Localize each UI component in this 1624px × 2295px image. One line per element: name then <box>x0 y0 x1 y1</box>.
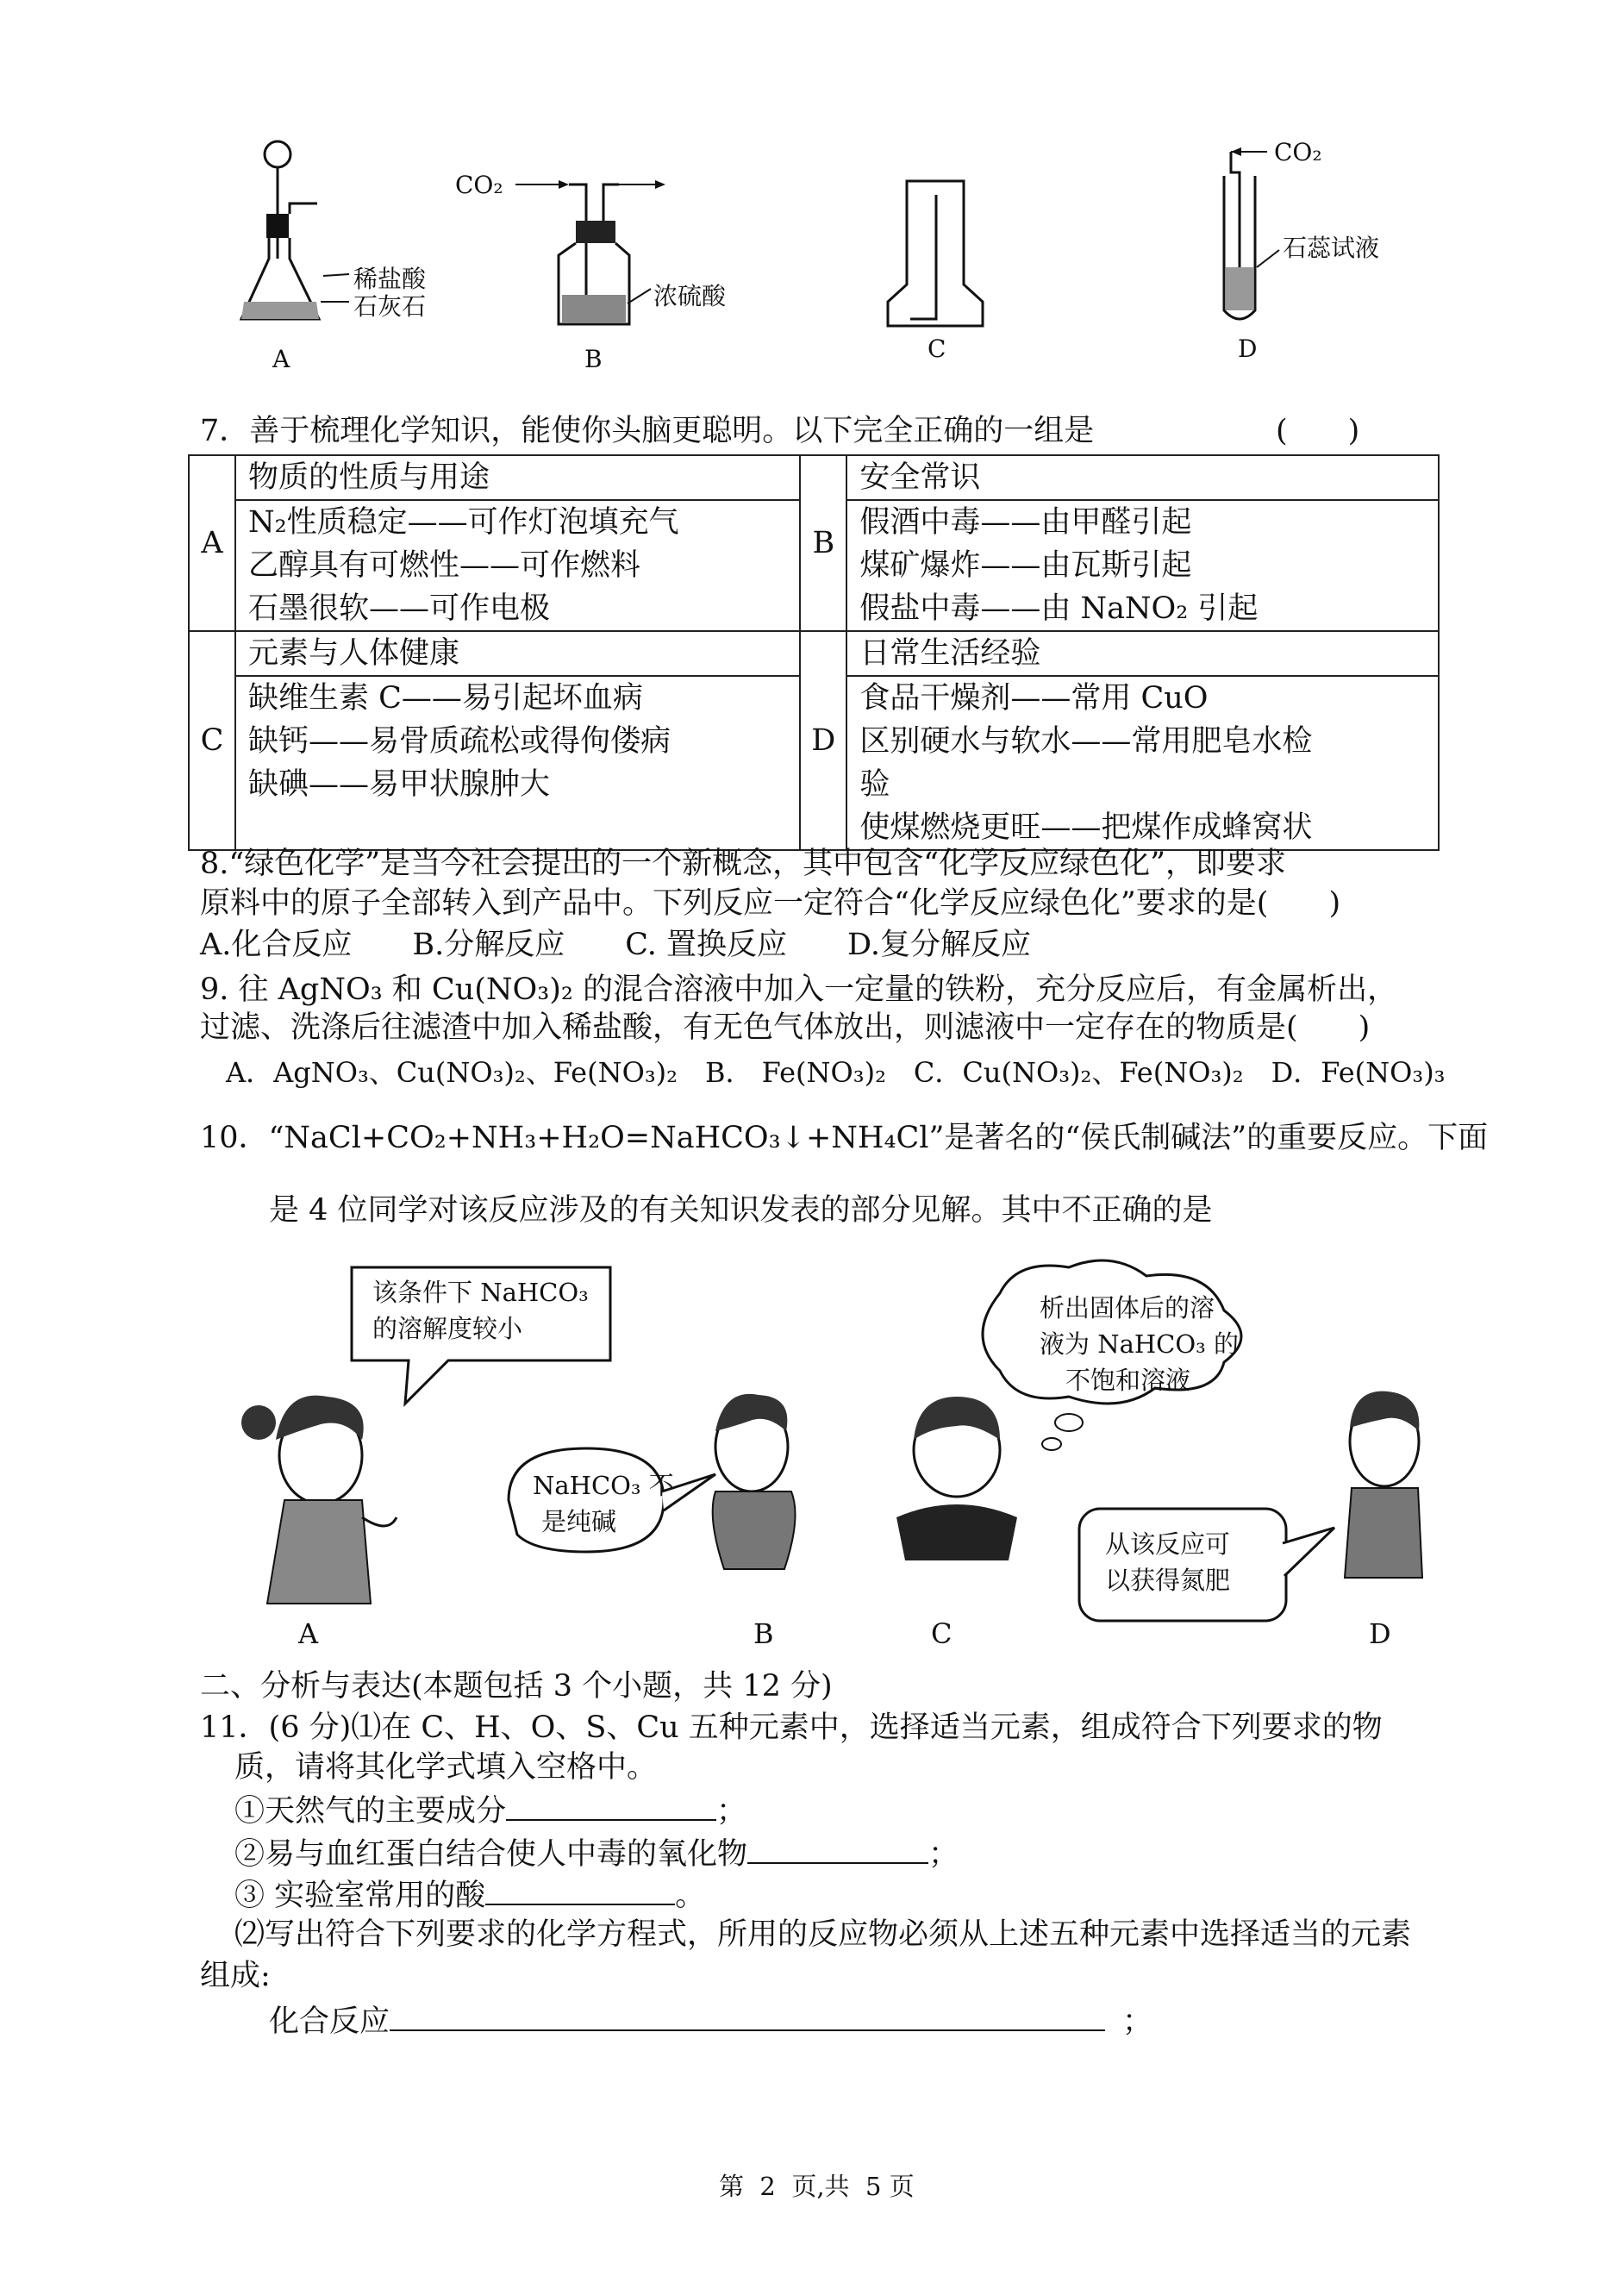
q11-item-2-semicolon: ； <box>928 1837 959 1872</box>
speech-d-line-2: 以获得氮肥 <box>1105 1566 1231 1595</box>
speech-b-line-2: 是纯碱 <box>541 1507 617 1536</box>
speech-c-line-3: 不饱和溶液 <box>1065 1366 1191 1395</box>
q9-options: A．AgNO₃、Cu(NO₃)₂、Fe(NO₃)₂ B． Fe(NO₃)₂ C．Cu(NO₃)₂、Fe(NO₃)₂ D．Fe(NO₃)₃ <box>226 1056 1446 1089</box>
q8-line-2: 原料中的原子全部转入到产品中。下列反应一定符合“化学反应绿色化”要求的是( ) <box>200 886 1341 921</box>
apparatus-label-a: A <box>272 345 290 373</box>
apparatus-b-gas-label: CO₂ <box>455 171 503 199</box>
q7-a-title: 物质的性质与用途 <box>235 455 800 500</box>
q7-key-c: C <box>189 631 235 850</box>
q7-options-table <box>188 454 1440 851</box>
q11-item-1-text: ①天然气的主要成分 <box>234 1794 507 1829</box>
speech-c-line-2: 液为 NaHCO₃ 的 <box>1040 1329 1239 1359</box>
page-footer: 第 2 页,共 5 页 <box>719 2172 915 2201</box>
student-label-c: C <box>931 1617 953 1650</box>
q11-item-3-text: ③ 实验室常用的酸 <box>234 1879 486 1913</box>
apparatus-a-figure <box>0 0 1624 362</box>
q7-c-line-1: 缺维生素 C——易引起坏血病 <box>248 681 643 716</box>
q7-key-b: B <box>800 455 846 631</box>
apparatus-label-b: B <box>584 345 603 373</box>
q7-a-line-1: N₂性质稳定——可作灯泡填充气 <box>248 505 679 540</box>
q7-b-line-2: 煤矿爆炸——由瓦斯引起 <box>859 548 1192 583</box>
apparatus-label-c: C <box>928 335 946 363</box>
q8-line-1: 8.“绿色化学”是当今社会提出的一个新概念，其中包含“化学反应绿色化”，即要求 <box>200 847 1286 881</box>
q7-d-line-4: 使煤燃烧更旺——把煤作成蜂窝状 <box>859 810 1313 845</box>
student-label-a: A <box>298 1617 319 1650</box>
q11-part2-line-2: 组成: <box>200 1959 271 1993</box>
q11-combine-blank[interactable] <box>390 1998 1105 2031</box>
q11-answer-blank-2[interactable] <box>747 1831 928 1864</box>
q7-d-content <box>846 676 1439 850</box>
q7-b-line-1: 假酒中毒——由甲醛引起 <box>859 505 1192 540</box>
q11-item-3-period: 。 <box>675 1879 706 1913</box>
q7-a-content <box>235 500 800 631</box>
apparatus-label-d: D <box>1238 335 1258 363</box>
q11-part2-line-1: ⑵写出符合下列要求的化学方程式，所用的反应物必须从上述五种元素中选择适当的元素 <box>234 1917 1412 1952</box>
q11-item-1-semicolon: ； <box>716 1794 747 1829</box>
q7-c-line-3: 缺碘——易甲状腺肿大 <box>248 767 551 802</box>
student-label-b: B <box>753 1617 774 1650</box>
q11-item-2 <box>234 1831 959 1875</box>
q7-d-line-1: 食品干燥剂——常用 CuO <box>859 681 1209 716</box>
q11-item-2-text: ②易与血红蛋白结合使人中毒的氧化物 <box>234 1837 748 1872</box>
speech-a-line-2: 的溶解度较小 <box>372 1314 523 1343</box>
q7-b-content <box>846 500 1439 631</box>
speech-c-line-1: 析出固体后的溶 <box>1040 1293 1215 1323</box>
apparatus-a-solid-label: 石灰石 <box>353 292 427 321</box>
q7-d-title: 日常生活经验 <box>846 631 1439 676</box>
speech-a-line-1: 该条件下 NaHCO₃ <box>372 1278 589 1307</box>
q11-combine-semicolon: ； <box>1122 2004 1153 2039</box>
apparatus-d-liquid-label: 石蕊试液 <box>1283 234 1380 262</box>
q11-answer-blank-3[interactable] <box>485 1873 675 1905</box>
q7-d-line-3: 验 <box>859 767 890 802</box>
q11-item-1 <box>234 1788 746 1832</box>
q10-line-2: 是 4 位同学对该反应涉及的有关知识发表的部分见解。其中不正确的是 <box>269 1193 1213 1228</box>
q9-line-2: 过滤、洗涤后往滤渣中加入稀盐酸，有无色气体放出，则滤液中一定存在的物质是( ) <box>200 1010 1371 1045</box>
q7-c-line-2: 缺钙——易骨质疏松或得佝偻病 <box>248 724 671 759</box>
q9-line-1: 9. 往 AgNO₃ 和 Cu(NO₃)₂ 的混合溶液中加入一定量的铁粉，充分反应后，有金属析出， <box>200 972 1398 1007</box>
q7-c-title: 元素与人体健康 <box>235 631 800 676</box>
q8-options: A.化合反应 B.分解反应 C. 置换反应 D.复分解反应 <box>200 928 1031 962</box>
apparatus-b-liquid-label: 浓硫酸 <box>653 282 727 310</box>
q10-line-1: 10．“NaCl+CO₂+NH₃+H₂O=NaHCO₃↓+NH₄Cl”是著名的“侯氏制碱法”的重要反应。下面 <box>200 1121 1489 1155</box>
q11-combine-label: 化合反应 <box>269 2004 390 2039</box>
student-d-figure <box>1345 1391 1422 1578</box>
student-c-figure <box>896 1397 1017 1560</box>
speech-d-line-1: 从该反应可 <box>1105 1529 1231 1559</box>
q7-b-line-3: 假盐中毒——由 NaNO₂ 引起 <box>859 591 1259 626</box>
q7-c-content <box>235 676 800 850</box>
apparatus-a-liquid-label: 稀盐酸 <box>353 265 427 293</box>
student-b-figure <box>713 1394 796 1569</box>
q7-answer-paren: ( ) <box>1276 414 1360 448</box>
student-label-d: D <box>1369 1617 1391 1650</box>
q7-stem: 7．善于梳理化学知识，能使你头脑更聪明。以下完全正确的一组是 <box>200 414 1095 448</box>
q7-a-line-2: 乙醇具有可燃性——可作燃料 <box>248 548 641 583</box>
section-2-title: 二、分析与表达(本题包括 3 个小题，共 12 分) <box>200 1669 833 1704</box>
q11-answer-blank-1[interactable] <box>506 1788 716 1821</box>
student-a-figure <box>241 1396 397 1604</box>
q7-a-line-3: 石墨很软——可作电极 <box>248 591 551 626</box>
q11-item-3 <box>234 1873 705 1917</box>
speech-b-line-1: NaHCO₃ 不 <box>533 1471 674 1500</box>
apparatus-d-gas-label: CO₂ <box>1274 138 1322 166</box>
q11-line-1: 11．(6 分)⑴在 C、H、O、S、Cu 五种元素中，选择适当元素，组成符合下列要求的物 <box>200 1710 1383 1745</box>
q7-d-line-2: 区别硬水与软水——常用肥皂水检 <box>859 724 1313 759</box>
q7-key-a: A <box>189 455 235 631</box>
q11-combine-row <box>269 1998 1152 2042</box>
q11-line-2: 质，请将其化学式填入空格中。 <box>234 1750 658 1785</box>
q7-key-d: D <box>800 631 846 850</box>
q7-b-title: 安全常识 <box>846 455 1439 500</box>
